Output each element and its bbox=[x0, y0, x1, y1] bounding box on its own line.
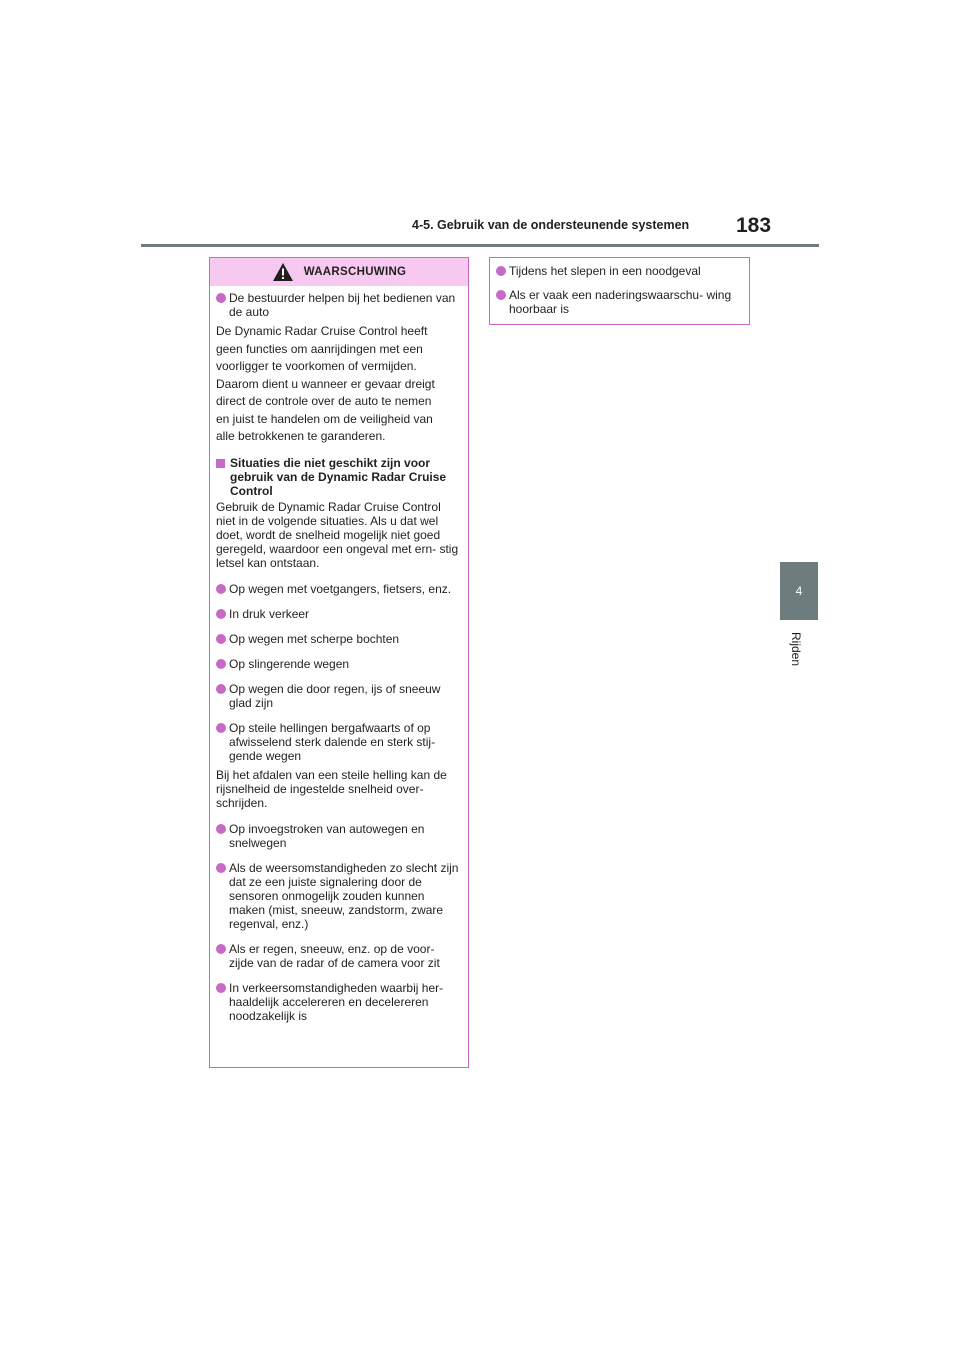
continued-warning-box bbox=[489, 257, 750, 325]
bullet-icon bbox=[216, 944, 226, 954]
list-item: Als er regen, sneeuw, enz. op de voor- zijde van de radar of de camera voor zit bbox=[216, 942, 462, 970]
warning-triangle-icon bbox=[272, 262, 294, 282]
intro-paragraph: De Dynamic Radar Cruise Control heeft geen functies om aanrijdingen met een voorligger te voorkomen of vermijden. Daarom dient u wanneer er gevaar dreigt direct de controle over de auto te nemen en juist te handelen om de veiligheid van alle betrokkenen te garanderen. bbox=[216, 324, 435, 443]
list-item: Op wegen die door regen, ijs of sneeuw glad zijn bbox=[216, 682, 462, 710]
page-number: 183 bbox=[736, 214, 772, 237]
list-item: De bestuurder helpen bij het bedienen van de auto bbox=[216, 291, 462, 319]
list-item: In verkeersomstandigheden waarbij her- haaldelijk accelereren en decelereren noodzakelijk is bbox=[216, 981, 462, 1023]
bullet-icon bbox=[216, 983, 226, 993]
bullet-icon bbox=[496, 266, 506, 276]
bullet-icon bbox=[216, 824, 226, 834]
chapter-tab: 4 bbox=[780, 562, 818, 620]
list-item: Op invoegstroken van autowegen en snelwegen bbox=[216, 822, 462, 850]
warning-header bbox=[210, 258, 468, 286]
warning-title: WAARSCHUWING bbox=[303, 266, 407, 278]
bullet-icon bbox=[216, 609, 226, 619]
list-item: Op wegen met scherpe bochten bbox=[216, 632, 462, 646]
list-item: Tijdens het slepen in een noodgeval bbox=[496, 264, 743, 278]
bullet-icon bbox=[216, 863, 226, 873]
bullet-icon bbox=[216, 584, 226, 594]
list-item: Op wegen met voetgangers, fietsers, enz. bbox=[216, 582, 462, 596]
sub-paragraph: Gebruik de Dynamic Radar Cruise Control niet in de volgende situaties. Als u dat wel doet, wordt de snelheid mogelijk niet goed geregeld, waardoor een ongeval met ern- stig letsel kan ontstaan. bbox=[216, 499, 459, 570]
bullet-icon bbox=[216, 634, 226, 644]
list-item: Op slingerende wegen bbox=[216, 657, 462, 671]
square-bullet-icon bbox=[216, 459, 225, 468]
subheading: Situaties die niet geschikt zijn voor gebruik van de Dynamic Radar Cruise Control bbox=[216, 456, 462, 498]
bullet-icon bbox=[216, 684, 226, 694]
slope-note: Bij het afdalen van een steile helling kan de rijsnelheid de ingestelde snelheid over- schrijden. bbox=[216, 767, 447, 810]
list-item: Als er vaak een naderingswaarschu- wing hoorbaar is bbox=[496, 288, 743, 316]
warning-box bbox=[209, 257, 469, 1068]
bullet-icon bbox=[216, 659, 226, 669]
bullet-icon bbox=[496, 290, 506, 300]
list-item: Als de weersomstandigheden zo slecht zijn dat ze een juiste signalering door de sensoren onmogelijk zouden kunnen maken (mist, sneeuw, zandstorm, zware regenval, enz.) bbox=[216, 861, 462, 931]
header-rule bbox=[141, 244, 819, 247]
list-item: Op steile hellingen bergafwaarts of op afwisselend sterk dalende en sterk stij- gende wegen bbox=[216, 721, 462, 763]
list-item: In druk verkeer bbox=[216, 607, 462, 621]
section-title: 4-5. Gebruik van de ondersteunende systemen bbox=[412, 218, 690, 232]
bullet-icon bbox=[216, 723, 226, 733]
chapter-label: Rijden bbox=[789, 632, 803, 667]
bullet-icon bbox=[216, 293, 226, 303]
